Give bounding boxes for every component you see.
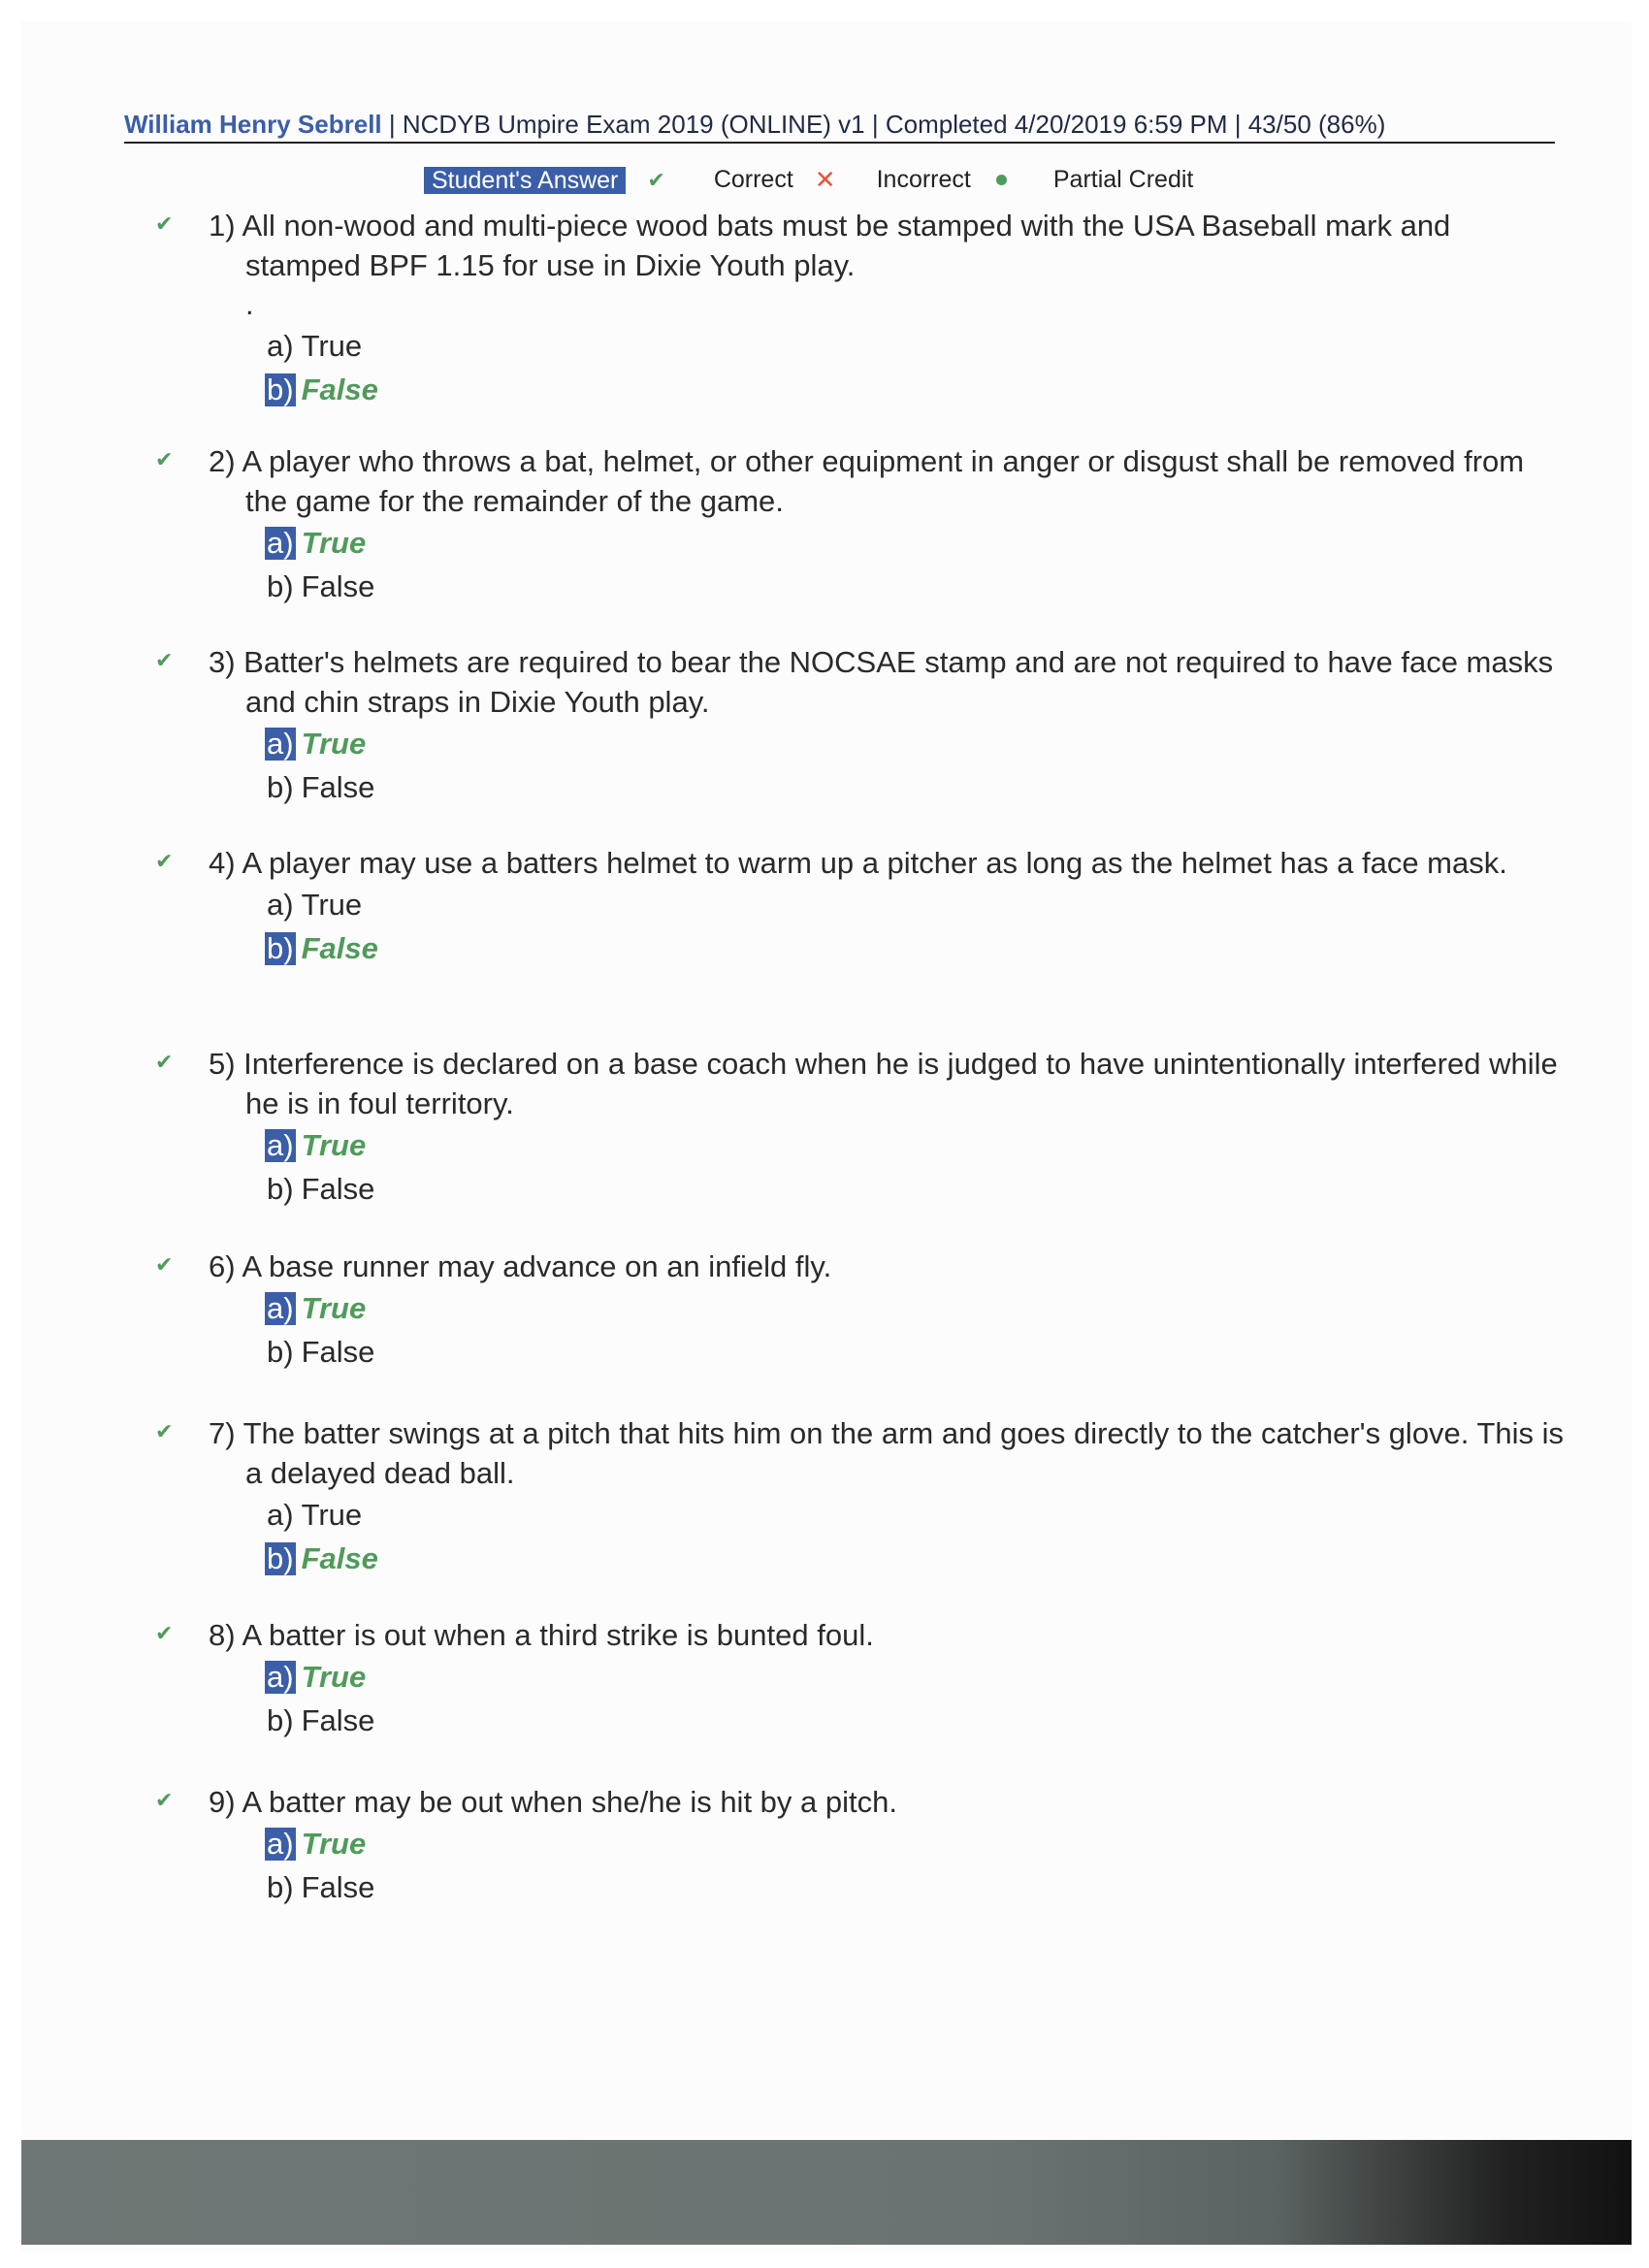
incorrect-label: Incorrect (876, 166, 971, 193)
option-text: False (301, 373, 378, 406)
student-name: William Henry Sebrell (124, 110, 382, 139)
students-answer-key: Student's Answer (424, 167, 626, 194)
option-label: b) (267, 1702, 294, 1737)
question-2 (155, 441, 1571, 608)
option-label: b) (267, 930, 294, 965)
option-text: True (301, 888, 363, 922)
option-text: True (301, 1660, 367, 1694)
option-text: True (301, 1128, 367, 1162)
option-b (265, 1865, 1571, 1909)
question-stem: 4) A player may use a batters helmet to warm up a pitcher as long as the helmet has a face mask. (209, 846, 1507, 880)
option-label: a) (267, 887, 294, 922)
option-text: True (301, 1827, 367, 1861)
option-a-selected (265, 521, 1571, 565)
option-b (265, 765, 1571, 809)
option-text: False (301, 1335, 375, 1369)
option-text: False (301, 931, 378, 965)
option-label: b) (267, 1171, 294, 1206)
option-a (265, 324, 1571, 368)
correct-check-icon: ✔ (155, 1050, 174, 1074)
stray-dot: . (245, 287, 254, 321)
incorrect-x-icon: ✕ (814, 165, 836, 194)
option-b (265, 565, 1571, 608)
option-label: a) (267, 1290, 294, 1325)
option-label: a) (267, 1127, 294, 1162)
correct-check-icon: ✔ (155, 447, 174, 471)
option-label: b) (267, 1334, 294, 1369)
option-a (265, 883, 1571, 926)
option-label: a) (267, 1497, 294, 1532)
option-text: True (301, 1498, 363, 1532)
correct-check-icon: ✔ (647, 167, 665, 192)
option-b (265, 1699, 1571, 1742)
question-stem: 6) A base runner may advance on an infield fly. (209, 1249, 832, 1283)
question-stem: 9) A batter may be out when she/he is hit by a pitch. (209, 1785, 897, 1819)
exam-header (124, 110, 1555, 144)
option-text: True (301, 329, 363, 363)
option-text: False (301, 770, 375, 804)
option-label: a) (267, 328, 294, 363)
option-b (265, 1167, 1571, 1211)
correct-check-icon: ✔ (155, 1788, 174, 1812)
option-label: a) (267, 726, 294, 761)
option-a-selected (265, 1123, 1571, 1167)
question-stem: 3) Batter's helmets are required to bear the NOCSAE stamp and are not required to have face masks and chin straps in Dixie Youth play. (209, 645, 1554, 719)
question-9 (155, 1782, 1571, 1909)
option-text: True (301, 727, 367, 761)
correct-check-icon: ✔ (155, 211, 174, 236)
partial-credit-dot-icon (996, 175, 1007, 185)
question-5 (155, 1044, 1571, 1211)
exam-info: | NCDYB Umpire Exam 2019 (ONLINE) v1 | Completed 4/20/2019 6:59 PM | 43/50 (86%) (381, 110, 1386, 139)
correct-check-icon: ✔ (155, 1621, 174, 1645)
option-a-selected (265, 1286, 1571, 1330)
question-3 (155, 642, 1571, 809)
option-label: b) (267, 372, 294, 406)
scanner-edge-bar (21, 2140, 1632, 2245)
option-text: True (301, 1291, 367, 1325)
correct-check-icon: ✔ (155, 849, 174, 873)
option-b-selected (265, 926, 1571, 970)
option-a-selected (265, 1655, 1571, 1699)
question-stem: 2) A player who throws a bat, helmet, or other equipment in anger or disgust shall be removed from the game for the remainder of the game. (209, 444, 1525, 518)
option-text: False (301, 569, 375, 603)
option-label: b) (267, 769, 294, 804)
question-4 (155, 843, 1571, 970)
option-b (265, 1330, 1571, 1374)
option-label: b) (267, 568, 294, 603)
question-stem: 7) The batter swings at a pitch that hits him on the arm and goes directly to the catcher's glove. This is a delayed dead ball. (209, 1416, 1565, 1490)
option-b-selected (265, 1537, 1571, 1580)
option-label: b) (267, 1869, 294, 1904)
correct-check-icon: ✔ (155, 1252, 174, 1277)
option-text: True (301, 526, 367, 560)
question-6 (155, 1247, 1571, 1374)
correct-check-icon: ✔ (155, 648, 174, 672)
option-a-selected (265, 722, 1571, 765)
question-7 (155, 1413, 1571, 1580)
option-a-selected (265, 1822, 1571, 1865)
correct-check-icon: ✔ (155, 1419, 174, 1443)
option-label: b) (267, 1540, 294, 1575)
option-label: a) (267, 1826, 294, 1861)
partial-credit-label: Partial Credit (1052, 166, 1194, 193)
option-text: False (301, 1870, 375, 1904)
question-stem: 5) Interference is declared on a base coach when he is judged to have unintentionally interfered while he is in foul territory. (209, 1047, 1558, 1120)
question-1 (155, 206, 1571, 411)
option-b-selected (265, 368, 1571, 411)
option-text: False (301, 1541, 378, 1575)
option-a (265, 1493, 1571, 1537)
correct-label: Correct (713, 166, 793, 193)
question-stem: 1) All non-wood and multi-piece wood bats must be stamped with the USA Baseball mark and stamped BPF 1.15 for use in Dixie Youth play. (209, 209, 1451, 282)
question-8 (155, 1615, 1571, 1742)
option-text: False (301, 1703, 375, 1737)
question-stem: 8) A batter is out when a third strike is bunted foul. (209, 1618, 874, 1652)
option-label: a) (267, 525, 294, 560)
option-text: False (301, 1172, 375, 1206)
option-label: a) (267, 1659, 294, 1694)
answer-legend (424, 165, 1193, 195)
